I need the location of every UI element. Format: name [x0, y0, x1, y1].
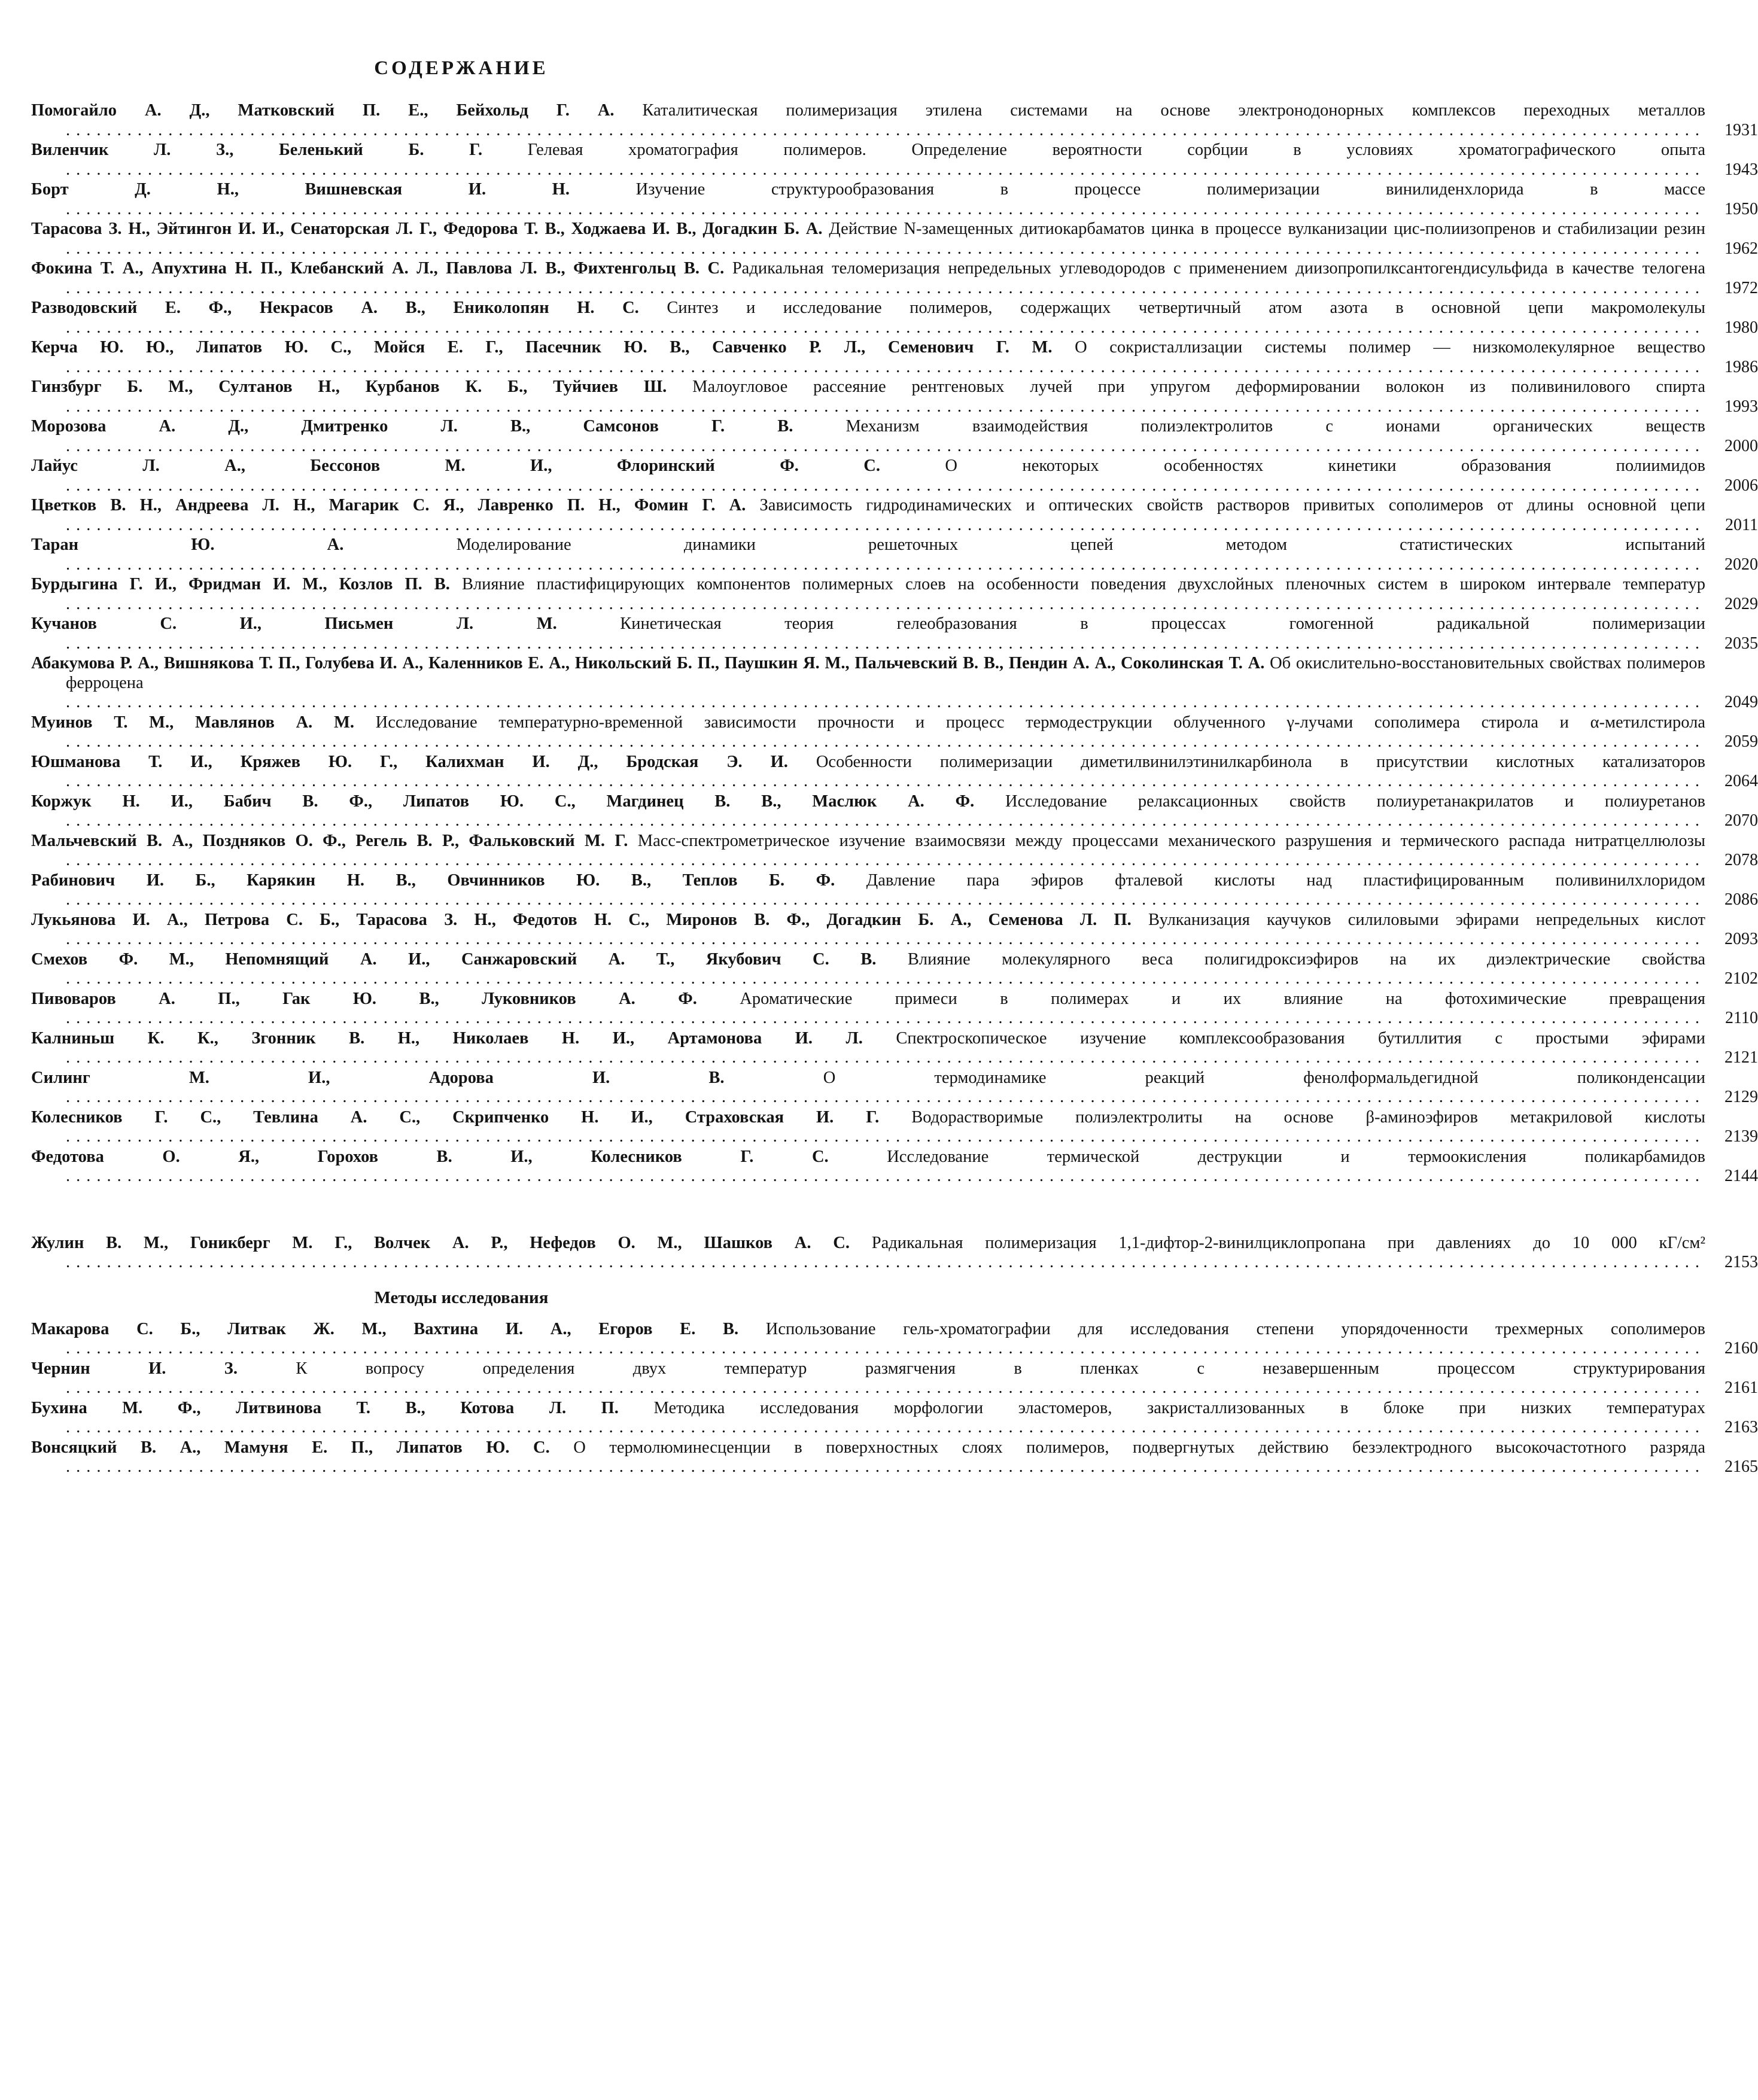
toc-entry-page: 2035	[1724, 634, 1758, 653]
toc-entry-page: 2129	[1724, 1088, 1758, 1106]
toc-entry-text	[31, 792, 1705, 831]
toc-entry-text	[31, 1359, 1705, 1398]
toc-entry-text	[31, 417, 1705, 456]
dot-leader: ................................................................................................................................................................	[66, 515, 1705, 534]
toc-entry-authors: Тарасова З. Н., Эйтингон И. И., Сенаторская Л. Г., Федорова Т. В., Ходжаева И. В., Догадкин Б. А.	[31, 220, 823, 238]
toc-entry-title: Малоугловое рассеяние рентгеновых лучей при упругом деформировании волокон из поливинилового спирта	[692, 378, 1705, 396]
toc-entry-text	[31, 713, 1705, 752]
toc-entry	[31, 1028, 1758, 1068]
toc-entry-text	[31, 575, 1705, 614]
dot-leader: ................................................................................................................................................................	[66, 357, 1705, 376]
toc-entry-authors: Колесников Г. С., Тевлина А. С., Скрипченко Н. И., Страховская И. Г.	[31, 1107, 880, 1127]
toc-entry-text	[31, 911, 1705, 949]
toc-entry-authors: Фокина Т. А., Апухтина Н. П., Клебанский А. Л., Павлова Л. В., Фихтенгольц В. С.	[31, 259, 725, 278]
contents-sections	[31, 101, 1758, 1477]
toc-entry	[31, 654, 1758, 713]
dot-leader: ................................................................................................................................................................	[66, 318, 1705, 337]
toc-entry-authors: Жулин В. М., Гоникберг М. Г., Волчек А. Р., Нефедов О. М., Шашков А. С.	[31, 1233, 850, 1252]
toc-entry-page: 1986	[1724, 357, 1758, 376]
dot-leader: ................................................................................................................................................................	[66, 1418, 1705, 1436]
section-spacer	[31, 1187, 892, 1234]
dot-leader: ................................................................................................................................................................	[66, 594, 1705, 613]
toc-entry-authors: Виленчик Л. З., Беленький Б. Г.	[31, 141, 483, 159]
toc-entry	[31, 101, 1758, 140]
toc-entry-text	[31, 1399, 1705, 1438]
dot-leader: ................................................................................................................................................................	[66, 397, 1705, 416]
toc-entry-authors: Бурдыгина Г. И., Фридман И. М., Козлов П. В.	[31, 575, 450, 594]
toc-entry-title: Водорастворимые полиэлектролиты на основе β-аминоэфиров метакриловой кислоты	[911, 1107, 1705, 1127]
toc-entry	[31, 1438, 1758, 1477]
dot-leader: ................................................................................................................................................................	[66, 890, 1705, 909]
toc-entry-page: 2020	[1724, 555, 1758, 574]
dot-leader: ................................................................................................................................................................	[66, 239, 1705, 258]
toc-entry-page: 2110	[1725, 1009, 1758, 1027]
toc-entry-title: Исследование термической деструкции и термоокисления поликарбамидов	[887, 1147, 1705, 1166]
dot-leader: ................................................................................................................................................................	[66, 732, 1705, 751]
dot-leader: ................................................................................................................................................................	[66, 1127, 1705, 1146]
dot-leader: ................................................................................................................................................................	[66, 811, 1705, 830]
dot-leader: ................................................................................................................................................................	[66, 693, 1705, 711]
toc-entry-text	[31, 1108, 1705, 1147]
toc-entry-title: Радикальная теломеризация непредельных углеводородов с применением диизопропилксантогендисульфида в качестве телогена	[732, 259, 1706, 278]
dot-leader: ................................................................................................................................................................	[66, 1009, 1705, 1027]
toc-entry-text	[31, 220, 1705, 258]
toc-entry	[31, 1319, 1758, 1359]
toc-entry-text	[31, 832, 1705, 871]
dot-leader: ................................................................................................................................................................	[66, 969, 1705, 988]
dot-leader: ................................................................................................................................................................	[66, 160, 1705, 179]
toc-entry-text	[31, 1234, 1705, 1273]
toc-entry-title: Масс-спектрометрическое изучение взаимосвязи между процессами механического разрушения и термического распада нитратцеллюлозы	[637, 831, 1706, 850]
toc-entry-text	[31, 1148, 1705, 1186]
toc-entry-text	[31, 1438, 1705, 1477]
toc-entry-title: Исследование релаксационных свойств полиуретанакрилатов и полиуретанов	[1005, 792, 1706, 811]
toc-entry-page: 2000	[1724, 436, 1758, 455]
dot-leader: ................................................................................................................................................................	[66, 1457, 1705, 1476]
section-heading: Методы исследования	[374, 1288, 549, 1307]
toc-entry-page: 2070	[1724, 811, 1758, 830]
toc-entry-title: Давление пара эфиров фталевой кислоты над пластифицированным поливинилхлоридом	[866, 871, 1706, 890]
dot-leader: ................................................................................................................................................................	[66, 1339, 1705, 1358]
toc-entry-text	[31, 496, 1705, 535]
toc-entry-page: 2078	[1724, 851, 1758, 869]
toc-entry-authors: Макарова С. Б., Литвак Ж. М., Вахтина И. А., Егоров Е. В.	[31, 1319, 739, 1338]
toc-entry-authors: Смехов Ф. М., Непомнящий А. И., Санжаровский А. Т., Якубович С. В.	[31, 949, 877, 969]
toc-entry-page: 2139	[1724, 1127, 1758, 1146]
toc-entry-title: Влияние пластифицирующих компонентов полимерных слоев на особенности поведения двухслойных пленочных систем в широком интервале температур	[461, 575, 1705, 594]
toc-entry	[31, 141, 1758, 179]
dot-leader: ................................................................................................................................................................	[66, 634, 1705, 653]
toc-entry	[31, 792, 1758, 831]
toc-entry-title: Синтез и исследование полимеров, содержащих четвертичный атом азота в основной цепи макромолекулы	[667, 299, 1706, 317]
toc-entry-title: Методика исследования морфологии эластомеров, закристаллизованных в блоке при низких температурах	[653, 1398, 1706, 1417]
toc-entry-text	[31, 1069, 1705, 1107]
toc-entry-text	[31, 654, 1705, 713]
toc-entry-authors: Вонсяцкий В. А., Мамуня Е. П., Липатов Ю. С.	[31, 1438, 550, 1457]
toc-entry-title: О сокристаллизации системы полимер — низкомолекулярное вещество	[1075, 338, 1706, 357]
toc-entry-authors: Кучанов С. И., Письмен Л. М.	[31, 614, 557, 633]
toc-entry	[31, 299, 1758, 337]
toc-entry-page: 1950	[1724, 199, 1758, 218]
dot-leader: ................................................................................................................................................................	[66, 1088, 1705, 1106]
toc-entry-page: 2006	[1724, 476, 1758, 495]
toc-entry-authors: Юшманова Т. И., Кряжев Ю. Г., Калихман И. Д., Бродская Э. И.	[31, 752, 788, 771]
toc-entry	[31, 989, 1758, 1028]
toc-entry	[31, 417, 1758, 456]
dot-leader: ................................................................................................................................................................	[66, 476, 1705, 495]
toc-entry-title: Об окислительно-восстановительных свойствах полимеров ферроцена	[66, 654, 1706, 692]
toc-entry	[31, 496, 1758, 535]
toc-entry-authors: Калниньш К. К., Згонник В. Н., Николаев Н. И., Артамонова И. Л.	[31, 1028, 863, 1048]
toc-entry-text	[31, 101, 1705, 140]
toc-entry	[31, 456, 1758, 495]
toc-entry-page: 2161	[1724, 1378, 1758, 1397]
toc-entry-title: О некоторых особенностях кинетики образования полиимидов	[945, 456, 1705, 475]
toc-entry-authors: Борт Д. Н., Вишневская И. Н.	[31, 180, 570, 199]
toc-entry-title: Кинетическая теория гелеобразования в процессах гомогенной радикальной полимеризации	[620, 614, 1705, 633]
toc-entry-authors: Пивоваров А. П., Гак Ю. В., Луковников А. Ф.	[31, 989, 697, 1008]
toc-entry	[31, 713, 1758, 752]
toc-entry-title: Исследование температурно-временной зависимости прочности и процесс термодеструкции облученного γ-лучами сополимера стирола и α-метилстирола	[375, 713, 1705, 732]
toc-entry-title: К вопросу определения двух температур размягчения в пленках с незавершенным процессом структурирования	[296, 1359, 1705, 1378]
toc-entry-page: 1943	[1724, 160, 1758, 179]
dot-leader: ................................................................................................................................................................	[66, 555, 1705, 574]
toc-entry-authors: Мальчевский В. А., Поздняков О. Ф., Регель В. Р., Фальковский М. Г.	[31, 831, 628, 850]
toc-entry-page: 2011	[1725, 515, 1758, 534]
toc-entry	[31, 180, 1758, 219]
toc-entry	[31, 1398, 1758, 1438]
toc-entry-text	[31, 950, 1705, 989]
toc-entry-title: Особенности полимеризации диметилвинилэтинилкарбинола в присутствии кислотных катализаторов	[816, 752, 1706, 771]
toc-entry-text	[31, 614, 1705, 653]
toc-entry-title: Механизм взаимодействия полиэлектролитов с ионами органических веществ	[845, 417, 1705, 436]
toc-entry-title: Изучение структурообразования в процессе полимеризации винилиденхлорида в массе	[635, 180, 1706, 199]
toc-entry	[31, 1107, 1758, 1147]
toc-entry-authors: Таран Ю. А.	[31, 535, 344, 554]
toc-entry-text	[31, 180, 1705, 219]
toc-entry-title: Каталитическая полимеризация этилена системами на основе электронодонорных комплексов переходных металлов	[642, 101, 1706, 120]
toc-entry-page: 1962	[1724, 239, 1758, 258]
toc-entry	[31, 338, 1758, 377]
toc-entry	[31, 535, 1758, 574]
toc-entry-authors: Гинзбург Б. М., Султанов Н., Курбанов К. Б., Туйчиев Ш.	[31, 378, 667, 396]
toc-entry-title: О термолюминесценции в поверхностных слоях полимеров, подвергнутых действию безэлектродного высокочастотного разряда	[573, 1438, 1705, 1457]
toc-entry-authors: Рабинович И. Б., Карякин Н. В., Овчинников Ю. В., Теплов Б. Ф.	[31, 871, 835, 890]
toc-entry	[31, 871, 1758, 910]
dot-leader: ................................................................................................................................................................	[66, 772, 1705, 790]
toc-entry-page: 1972	[1724, 278, 1758, 297]
dot-leader: ................................................................................................................................................................	[66, 436, 1705, 455]
toc-entry-page: 1980	[1724, 318, 1758, 337]
toc-entry-authors: Чернин И. З.	[31, 1359, 238, 1378]
toc-entry	[31, 1359, 1758, 1398]
dot-leader: ................................................................................................................................................................	[66, 1048, 1705, 1067]
toc-entry	[31, 1233, 1758, 1273]
contents-section	[31, 1187, 1758, 1273]
toc-entry-authors: Помогайло А. Д., Матковский П. Е., Бейхольд Г. А.	[31, 101, 615, 120]
toc-entry-page: 2049	[1724, 693, 1758, 711]
toc-entry	[31, 614, 1758, 653]
toc-entry-authors: Керча Ю. Ю., Липатов Ю. С., Мойся Е. Г., Пасечник Ю. В., Савченко Р. Л., Семенович Г. М.	[31, 338, 1053, 357]
dot-leader: ................................................................................................................................................................	[66, 1253, 1705, 1271]
dot-leader: ................................................................................................................................................................	[66, 1378, 1705, 1397]
toc-entry-authors: Бухина М. Ф., Литвинова Т. В., Котова Л. П.	[31, 1398, 619, 1417]
dot-leader: ................................................................................................................................................................	[66, 278, 1705, 297]
toc-entry-page: 2102	[1724, 969, 1758, 988]
toc-entry	[31, 259, 1758, 298]
toc-entry-text	[31, 141, 1705, 179]
dot-leader: ................................................................................................................................................................	[66, 1167, 1705, 1185]
toc-entry-text	[31, 378, 1705, 416]
toc-entry-title: Гелевая хроматография полимеров. Определение вероятности сорбции в условиях хроматографического опыта	[527, 141, 1705, 159]
toc-entry-authors: Цветков В. Н., Андреева Л. Н., Магарик С. Я., Лавренко П. Н., Фомин Г. А.	[31, 496, 746, 515]
toc-entry-page: 2163	[1724, 1418, 1758, 1436]
toc-entry-title: Вулканизация каучуков силиловыми эфирами непредельных кислот	[1148, 910, 1706, 929]
toc-entry-title: Радикальная полимеризация 1,1-дифтор-2-винилциклопропана при давлениях до 10 000 кГ/см²	[871, 1233, 1706, 1252]
toc-entry-text	[31, 259, 1705, 298]
toc-entry-title: Использование гель-хроматографии для исследования степени упорядоченности трехмерных сополимеров	[765, 1319, 1706, 1338]
toc-entry	[31, 1147, 1758, 1186]
toc-entry	[31, 575, 1758, 614]
toc-entry-page: 2029	[1724, 594, 1758, 613]
toc-entry-page: 2093	[1724, 930, 1758, 948]
toc-entry-page: 2086	[1724, 890, 1758, 909]
toc-entry-authors: Лайус Л. А., Бессонов М. И., Флоринский Ф. С.	[31, 456, 880, 475]
toc-entry-text	[31, 338, 1705, 377]
toc-entry-page: 2153	[1724, 1253, 1758, 1271]
toc-entry-authors: Абакумова Р. А., Вишнякова Т. П., Голубева И. А., Каленников Е. А., Никольский Б. П., Паушкин Я. М., Пальчевский В. В., Пендин А. А., Соколинская Т. А.	[31, 654, 1265, 672]
toc-entry	[31, 831, 1758, 871]
toc-entry-text	[31, 1320, 1705, 1359]
toc-entry-text	[31, 456, 1705, 495]
toc-entry-authors: Коржук Н. И., Бабич В. Ф., Липатов Ю. С., Магдинец В. В., Маслюк А. Ф.	[31, 792, 975, 811]
toc-entry-authors: Силинг М. И., Адорова И. В.	[31, 1068, 725, 1087]
toc-entry-authors: Лукьянова И. А., Петрова С. Б., Тарасова З. Н., Федотов Н. С., Миронов В. Ф., Догадкин Б. А., Семенова Л. П.	[31, 910, 1132, 929]
toc-entry-text	[31, 990, 1705, 1028]
toc-entry	[31, 949, 1758, 989]
toc-entry-text	[31, 871, 1705, 910]
contents-section	[31, 1288, 1758, 1477]
toc-entry-title: О термодинамике реакций фенолформальдегидной поликонденсации	[823, 1068, 1705, 1087]
dot-leader: ................................................................................................................................................................	[66, 930, 1705, 948]
toc-entry-title: Влияние молекулярного веса полигидроксиэфиров на их диэлектрические свойства	[907, 949, 1706, 969]
dot-leader: ................................................................................................................................................................	[66, 120, 1705, 139]
toc-entry-text	[31, 299, 1705, 337]
toc-entry-authors: Морозова А. Д., Дмитренко Л. В., Самсонов Г. В.	[31, 417, 793, 436]
toc-entry-text	[31, 753, 1705, 792]
toc-entry-page: 2121	[1724, 1048, 1758, 1067]
toc-entry-page: 2165	[1724, 1457, 1758, 1476]
toc-entry-page: 2144	[1724, 1167, 1758, 1185]
toc-entry-authors: Федотова О. Я., Горохов В. И., Колесников Г. С.	[31, 1147, 829, 1166]
toc-entry-page: 1993	[1724, 397, 1758, 416]
toc-entry	[31, 378, 1758, 416]
toc-entry-title: Ароматические примеси в полимерах и их влияние на фотохимические превращения	[740, 989, 1706, 1008]
toc-entry	[31, 1068, 1758, 1107]
toc-entry	[31, 220, 1758, 258]
toc-entry-text	[31, 1029, 1705, 1068]
toc-entry-page: 2160	[1724, 1339, 1758, 1358]
toc-entry-title: Спектроскопическое изучение комплексообразования бутиллития с простыми эфирами	[896, 1028, 1706, 1048]
dot-leader: ................................................................................................................................................................	[66, 199, 1705, 218]
toc-entry-page: 2059	[1724, 732, 1758, 751]
toc-entry	[31, 752, 1758, 792]
toc-entry-title: Моделирование динамики решеточных цепей методом статистических испытаний	[456, 535, 1705, 554]
toc-entry-text	[31, 535, 1705, 574]
dot-leader: ................................................................................................................................................................	[66, 851, 1705, 869]
toc-entry-title: Действие N-замещенных дитиокарбаматов цинка в процессе вулканизации цис-полиизопренов и стабилизации резин	[829, 220, 1706, 238]
toc-entry-title: Зависимость гидродинамических и оптических свойств растворов привитых сополимеров от длины основной цепи	[759, 496, 1706, 515]
contents-page	[31, 57, 1758, 1478]
page-title: СОДЕРЖАНИЕ	[374, 57, 549, 79]
toc-entry-page: 1931	[1724, 120, 1758, 139]
toc-entry-authors: Разводовский Е. Ф., Некрасов А. В., Ениколопян Н. С.	[31, 299, 639, 317]
toc-entry-authors: Муинов Т. М., Мавлянов А. М.	[31, 713, 354, 732]
toc-entry	[31, 910, 1758, 949]
contents-section	[31, 101, 1758, 1186]
toc-entry-page: 2064	[1724, 772, 1758, 790]
